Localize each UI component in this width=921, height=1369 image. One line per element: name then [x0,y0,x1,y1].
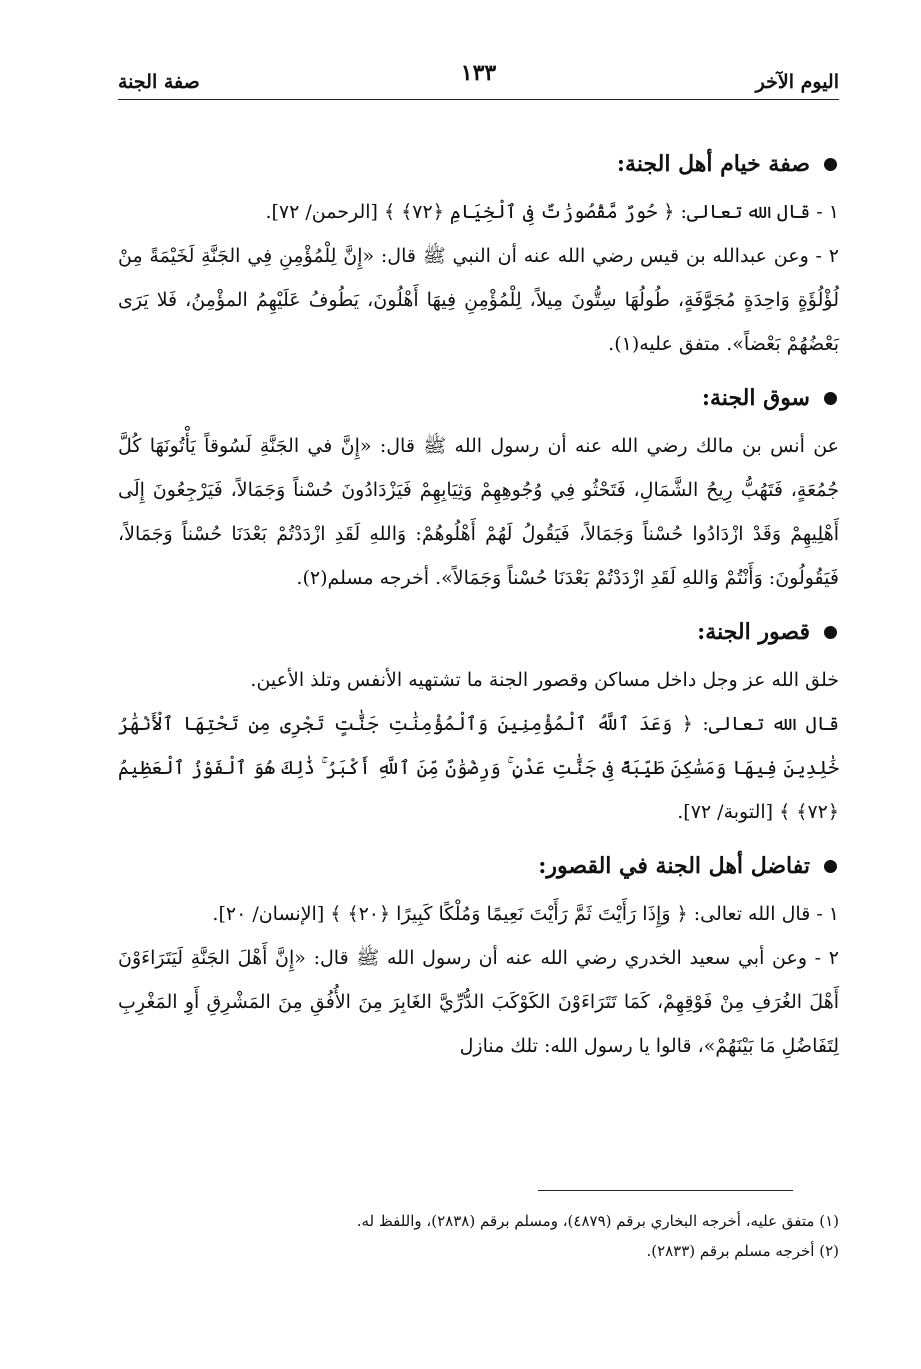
paragraph-quran-verse: قال الله تعالى: ﴿ وَعَدَ ٱللَّهُ ٱلْمُؤْمِنِينَ وَٱلْمُؤْمِنَٰتِ جَنَّٰتٍ تَجْرِى مِن تَحْتِهَا ٱلْأَنْهَٰرُ خَٰلِدِينَ فِيهَا وَمَسَٰكِنَ طَيِّبَةً فِى جَنَّٰتِ عَدْنٍ ۚ وَرِضْوَٰنٌ مِّنَ ٱللَّهِ أَكْبَرُ ۚ ذَٰلِكَ هُوَ ٱلْفَوْزُ ٱلْعَظِيمُ ﴿٧٢﴾ ﴾ [التوبة/ ٧٢]. [118,713,839,823]
paragraph-quran-verse: ١ - قال الله تعالى: ﴿ وَإِذَا رَأَيْتَ ثَمَّ رَأَيْتَ نَعِيمًا وَمُلْكًا كَبِيرًا ﴿٢٠﴾ ﴾ [الإنسان/ ٢٠]. [212,903,839,925]
footnote-2: (٢) أخرجه مسلم برقم (٢٨٣٣). [646,1242,839,1260]
bullet-icon [824,626,837,639]
section-title: قصور الجنة: [697,619,810,645]
header-chapter-title: اليوم الآخر [755,71,839,93]
bullet-icon [824,860,837,873]
bullet-icon [824,158,837,171]
paragraph-hadith: ٢ - وعن أبي سعيد الخدري رضي الله عنه أن رسول الله ﷺ قال: «إِنَّ أَهْلَ الجَنَّةِ لَيَتَرَاءَوْنَ أَهْلَ الغُرَفِ مِنْ فَوْقِهِمْ، كَمَا تَتَرَاءَوْنَ الكَوْكَبَ الدُّرِّيَّ الغَابِرَ مِنَ الأُفُقِ مِنَ المَشْرِقِ أَوِ المَغْرِبِ لِتَفَاضُلِ مَا بَيْنَهُمْ»، قالوا يا رسول الله: تلك منازل [118,947,839,1057]
page-header [118,62,839,100]
footnote-divider [538,1190,793,1191]
paragraph-hadith: عن أنس بن مالك رضي الله عنه أن رسول الله ﷺ قال: «إِنَّ في الجَنَّةِ لَسُوقاً يَأْتُونَهَا كُلَّ جُمُعَةٍ، فَتَهُبُّ رِيحُ الشَّمَالِ، فَتَحْثُو فِي وُجُوهِهِمْ وَثِيَابِهِمْ فَيَزْدَادُونَ حُسْناً وَجَمَالاً، فَيَرْجِعُونَ إِلَى أَهْلِيهِمْ وَقَدْ ازْدَادُوا حُسْناً وَجَمَالاً، فَيَقُولُ لَهُمْ أَهْلُوهُمْ: وَاللهِ لَقَدِ ازْدَدْتُمْ بَعْدَنَا حُسْناً وَجَمَالاً، فَيَقُولُونَ: وَأَنْتُمْ وَاللهِ لَقَدِ ازْدَدْتُمْ بَعْدَنَا حُسْناً وَجَمَالاً». أخرجه مسلم(٢). [118,435,839,589]
section-title: سوق الجنة: [701,385,810,411]
bullet-icon [824,392,837,405]
section-heading-tents [118,138,839,190]
paragraph-hadith: ٢ - وعن عبدالله بن قيس رضي الله عنه أن النبي ﷺ قال: «إِنَّ لِلْمُؤْمِنِ فِي الجَنَّةِ لَخَيْمَةً مِنْ لُؤْلُؤَةٍ وَاحِدَةٍ مُجَوَّفَةٍ، طُولُهَا سِتُّونَ مِيلاً، لِلْمُؤْمِنِ فِيهَا أَهْلُونَ، يَطُوفُ عَلَيْهِمُ المؤْمِنُ، فَلا يَرَى بَعْضُهُمْ بَعْضاً». متفق عليه(١). [118,245,839,355]
paragraph-quran-verse: ١ - قال الله تعالى: ﴿ حُورٌ مَّقْصُورَٰتٌ فِى ٱلْخِيَامِ ﴿٧٢﴾ ﴾ [الرحمن/ ٧٢]. [265,201,839,223]
footnotes [118,1206,839,1266]
page-content [118,132,839,1068]
section-heading-palaces [118,606,839,658]
section-heading-ranks [118,840,839,892]
page-number: ١٣٣ [460,60,497,86]
section-heading-market [118,372,839,424]
header-section-title: صفة الجنة [118,71,200,93]
footnote-1: (١) متفق عليه، أخرجه البخاري برقم (٤٨٧٩)، ومسلم برقم (٢٨٣٨)، واللفظ له. [356,1212,839,1230]
section-title: تفاضل أهل الجنة في القصور: [538,853,810,879]
paragraph-intro: خلق الله عز وجل داخل مساكن وقصور الجنة ما تشتهيه الأنفس وتلذ الأعين. [250,669,839,691]
section-title: صفة خيام أهل الجنة: [616,151,810,177]
